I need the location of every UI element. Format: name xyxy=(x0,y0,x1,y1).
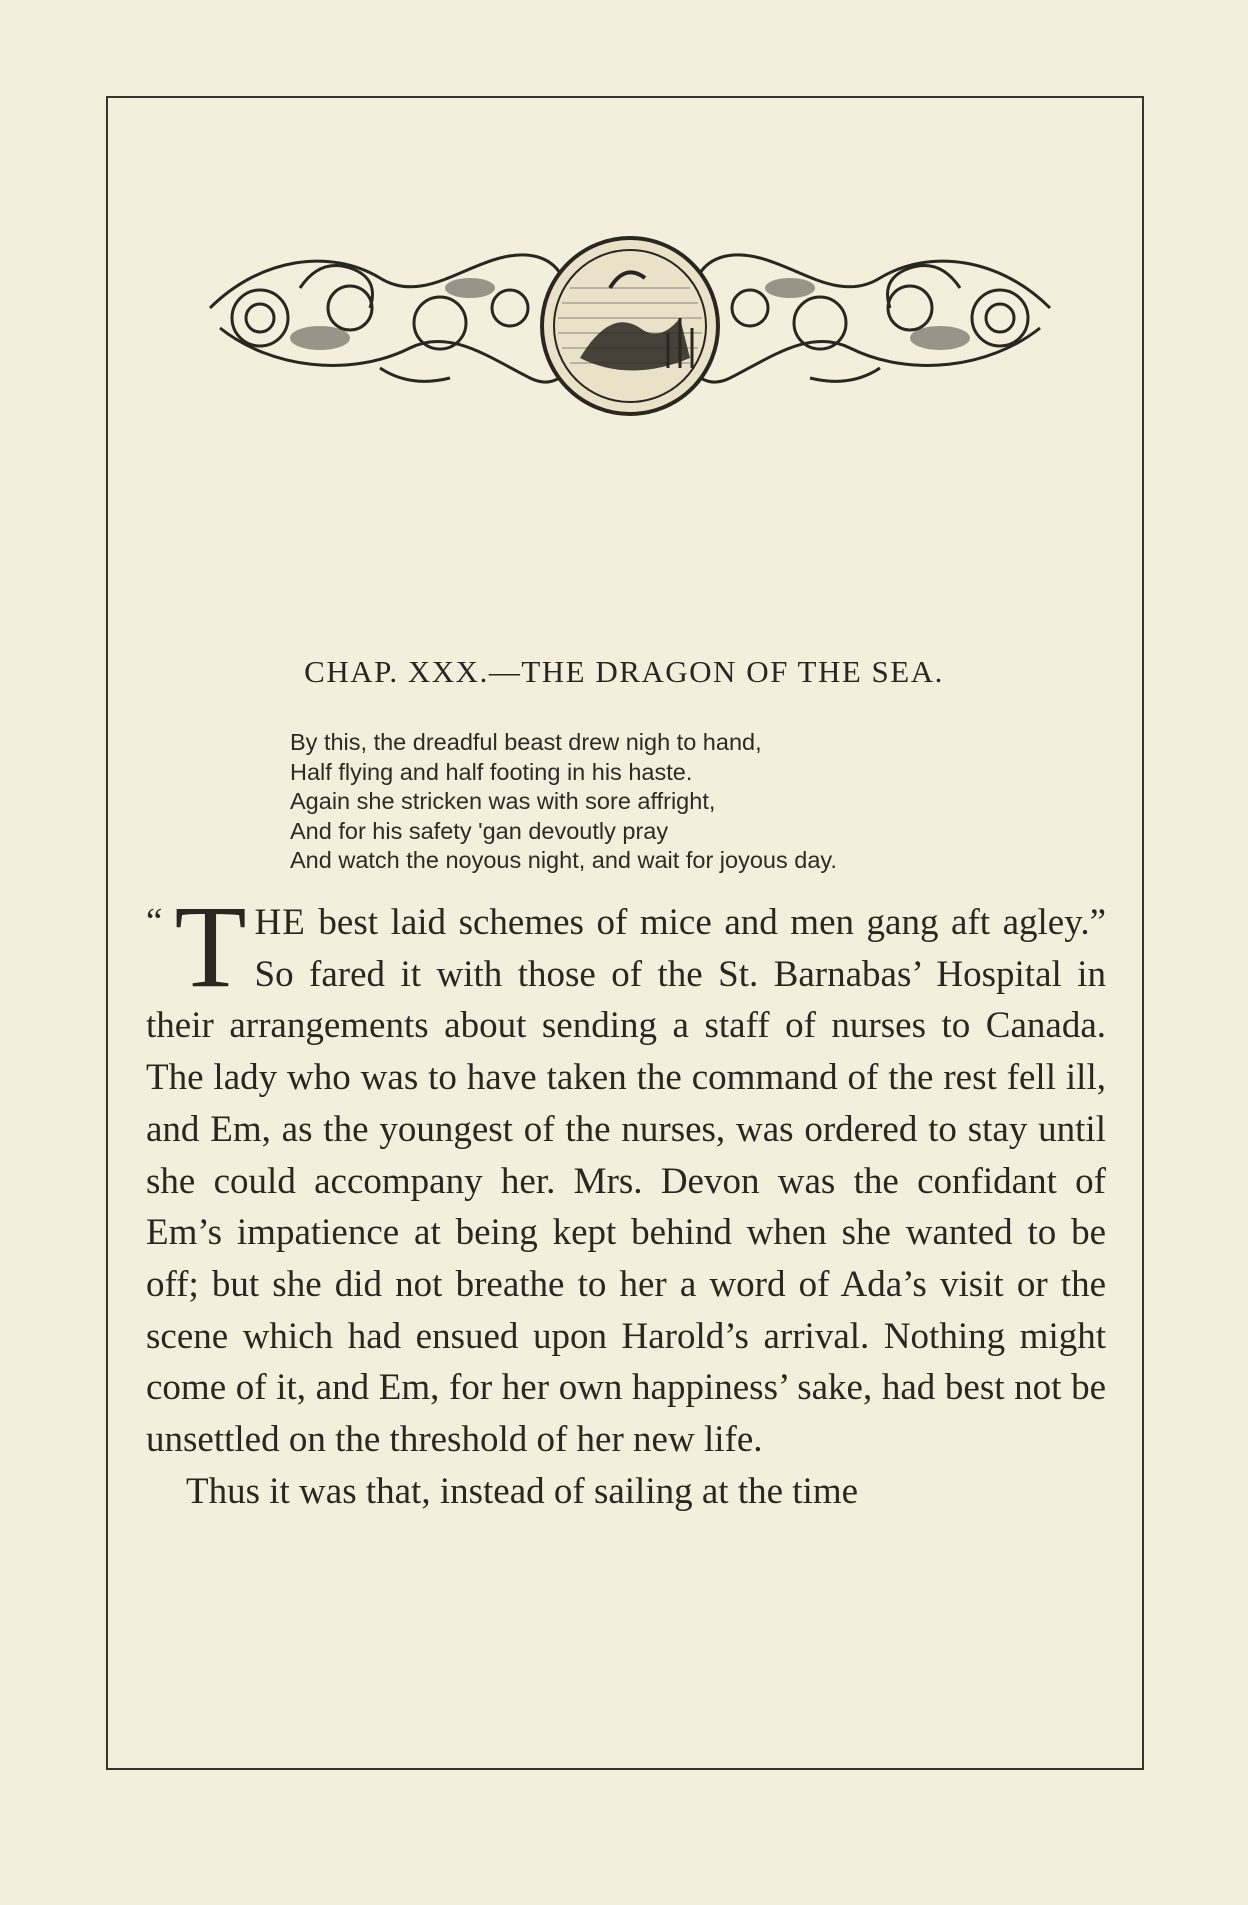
body-text xyxy=(146,881,1106,1517)
verse-line: Half flying and half footing in his haste. xyxy=(290,758,693,785)
verse-line: By this, the dreadful beast drew nigh to hand, xyxy=(290,729,762,755)
epigraph-verse xyxy=(290,728,1090,876)
verse-line: Again she stricken was with sore affright, xyxy=(290,788,716,814)
chapter-title: CHAP. XXX.—THE DRAGON OF THE SEA. xyxy=(304,654,944,689)
verse-line: And watch the noyous night, and wait for joyous day. xyxy=(290,847,837,873)
paragraph-text: best laid schemes of mice and men gang aft agley.” So fared it with those of the St. Barnabas’ Hospital in their arrangements about sending a staff of nurses to Canada. The lady who was to have taken the command of the rest fell ill, and Em, as the youngest of the nurses, was ordered to stay until she could accompany her. Mrs. Devon was the confidant of Em’s impatience at being kept behind when she wanted to be off; but she did not breathe to her a word of Ada’s visit or the scene which had ensued upon Harold’s arrival. Nothing might come of it, and Em, for her own happiness’ sake, had best not be unsettled on the threshold of her new life. xyxy=(146,902,1106,1461)
drop-cap: T xyxy=(174,881,247,1012)
ornamental-headpiece-icon xyxy=(200,228,1060,424)
paragraph: Thus it was that, instead of sailing at the time xyxy=(186,1470,859,1512)
first-word-rest: HE xyxy=(254,902,306,943)
verse-line: And for his safety 'gan devoutly pray xyxy=(290,817,669,844)
paragraph xyxy=(146,881,1106,1466)
open-quote: “ xyxy=(146,901,163,942)
